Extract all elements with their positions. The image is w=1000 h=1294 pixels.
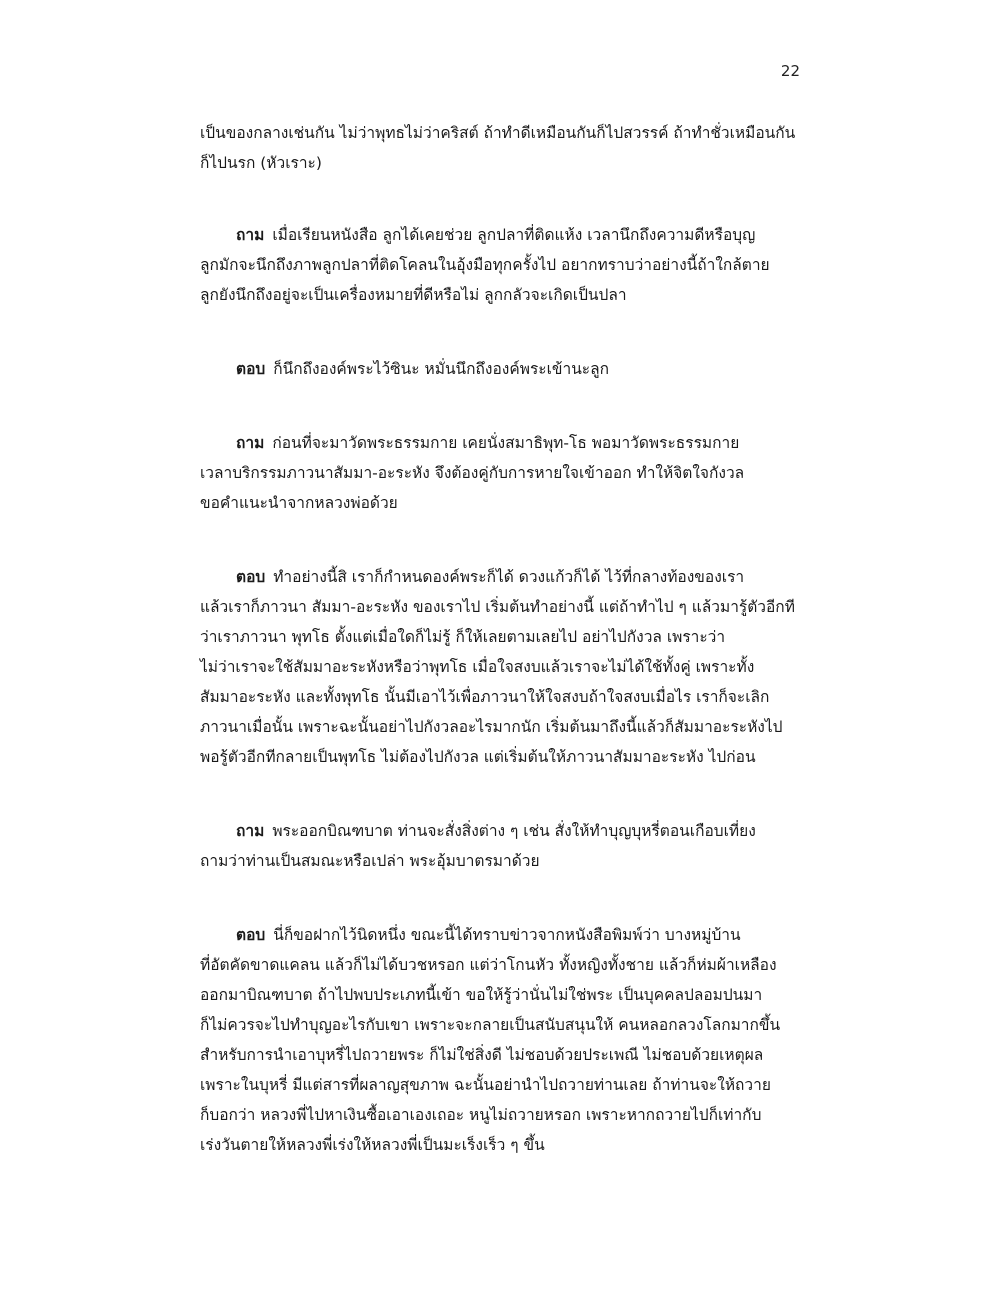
question-label: ถาม — [236, 434, 265, 452]
paragraph-continuation — [200, 118, 800, 178]
question-label: ถาม — [236, 822, 265, 840]
question-label: ถาม — [236, 226, 265, 244]
document-body — [200, 118, 800, 1160]
text-line: เวลาบริกรรมภาวนาสัมมา-อะระหัง จึงต้องคู่กับการหายใจเข้าออก ทำให้จิตใจกังวล — [200, 464, 745, 482]
answer-paragraph — [200, 562, 800, 772]
text-line: เร่งวันตายให้หลวงพี่เร่งให้หลวงพี่เป็นมะเร็งเร็ว ๆ ขึ้น — [200, 1136, 545, 1154]
answer-label: ตอบ — [236, 360, 266, 378]
text-line: นี่ก็ขอฝากไว้นิดหนึ่ง ขณะนี้ได้ทราบข่าวจากหนังสือพิมพ์ว่า บางหมู่บ้าน — [273, 926, 741, 944]
text-line: ลูกมักจะนึกถึงภาพลูกปลาที่ติดโคลนในอุ้งมือทุกครั้งไป อยากทราบว่าอย่างนี้ถ้าใกล้ตาย — [200, 256, 770, 274]
question-paragraph — [200, 220, 800, 310]
text-line: ก่อนที่จะมาวัดพระธรรมกาย เคยนั่งสมาธิพุท-โธ พอมาวัดพระธรรมกาย — [272, 434, 740, 452]
page-number: 22 — [780, 62, 800, 80]
answer-paragraph — [200, 354, 800, 384]
text-line: ทำอย่างนี้สิ เราก็กำหนดองค์พระก็ได้ ดวงแก้วก็ได้ ไว้ที่กลางท้องของเรา — [273, 568, 745, 586]
text-line: ก็นึกถึงองค์พระไว้ซินะ หมั่นนึกถึงองค์พระเข้านะลูก — [273, 360, 609, 378]
text-line: เพราะในบุหรี่ มีแต่สารที่ผลาญสุขภาพ ฉะนั้นอย่านำไปถวายท่านเลย ถ้าท่านจะให้ถวาย — [200, 1076, 771, 1094]
text-line: ว่าเราภาวนา พุทโธ ตั้งแต่เมื่อใดก็ไม่รู้ ก็ให้เลยตามเลยไป อย่าไปกังวล เพราะว่า — [200, 628, 726, 646]
text-line: เมื่อเรียนหนังสือ ลูกได้เคยช่วย ลูกปลาที่ติดแห้ง เวลานึกถึงความดีหรือบุญ — [272, 226, 756, 244]
answer-label: ตอบ — [236, 568, 266, 586]
question-paragraph — [200, 816, 800, 876]
text-line: ที่อัตคัดขาดแคลน แล้วก็ไม่ได้บวชหรอก แต่ว่าโกนหัว ทั้งหญิงทั้งชาย แล้วก็ห่มผ้าเหลือง — [200, 956, 777, 974]
text-line: สำหรับการนำเอาบุหรี่ไปถวายพระ ก็ไม่ใช่สิ่งดี ไม่ชอบด้วยประเพณี ไม่ชอบด้วยเหตุผล — [200, 1046, 764, 1064]
text-line: ออกมาบิณฑบาต ถ้าไปพบประเภทนี้เข้า ขอให้รู้ว่านั่นไม่ใช่พระ เป็นบุคคลปลอมปนมา — [200, 986, 763, 1004]
text-line: สัมมาอะระหัง และทั้งพุทโธ นั้นมีเอาไว้เพื่อภาวนาให้ใจสงบถ้าใจสงบเมื่อไร เราก็จะเลิก — [200, 688, 770, 706]
text-line: พระออกบิณฑบาต ท่านจะสั่งสิ่งต่าง ๆ เช่น สั่งให้ทำบุญบุหรี่ตอนเกือบเที่ยง — [272, 822, 756, 840]
answer-paragraph — [200, 920, 800, 1160]
text-line: ลูกยังนึกถึงอยู่จะเป็นเครื่องหมายที่ดีหรือไม่ ลูกกลัวจะเกิดเป็นปลา — [200, 286, 627, 304]
text-line: แล้วเราก็ภาวนา สัมมา-อะระหัง ของเราไป เริ่มต้นทำอย่างนี้ แต่ถ้าทำไป ๆ แล้วมารู้ตัวอีกที — [200, 598, 795, 616]
text-line: ถามว่าท่านเป็นสมณะหรือเปล่า พระอุ้มบาตรมาด้วย — [200, 852, 540, 870]
text-line: ขอคำแนะนำจากหลวงพ่อด้วย — [200, 494, 398, 512]
answer-label: ตอบ — [236, 926, 266, 944]
text-line: ภาวนาเมื่อนั้น เพราะฉะนั้นอย่าไปกังวลอะไรมากนัก เริ่มต้นมาถึงนี้แล้วก็สัมมาอะระหังไป — [200, 718, 783, 736]
text-line: พอรู้ตัวอีกทีกลายเป็นพุทโธ ไม่ต้องไปกังวล แต่เริ่มต้นให้ภาวนาสัมมาอะระหัง ไปก่อน — [200, 748, 756, 766]
text-line: ก็บอกว่า หลวงพี่ไปหาเงินซื้อเอาเองเถอะ หนูไม่ถวายหรอก เพราะหากถวายไปก็เท่ากับ — [200, 1106, 762, 1124]
question-paragraph — [200, 428, 800, 518]
text-line: เป็นของกลางเช่นกัน ไม่ว่าพุทธไม่ว่าคริสต์ ถ้าทำดีเหมือนกันก็ไปสวรรค์ ถ้าทำชั่วเหมือนกัน — [200, 124, 796, 142]
text-line: ไม่ว่าเราจะใช้สัมมาอะระหังหรือว่าพุทโธ เมื่อใจสงบแล้วเราจะไม่ได้ใช้ทั้งคู่ เพราะทั้ง — [200, 658, 755, 676]
text-line: ก็ไปนรก (หัวเราะ) — [200, 154, 322, 172]
text-line: ก็ไม่ควรจะไปทำบุญอะไรกับเขา เพราะจะกลายเป็นสนับสนุนให้ คนหลอกลวงโลกมากขึ้น — [200, 1016, 781, 1034]
